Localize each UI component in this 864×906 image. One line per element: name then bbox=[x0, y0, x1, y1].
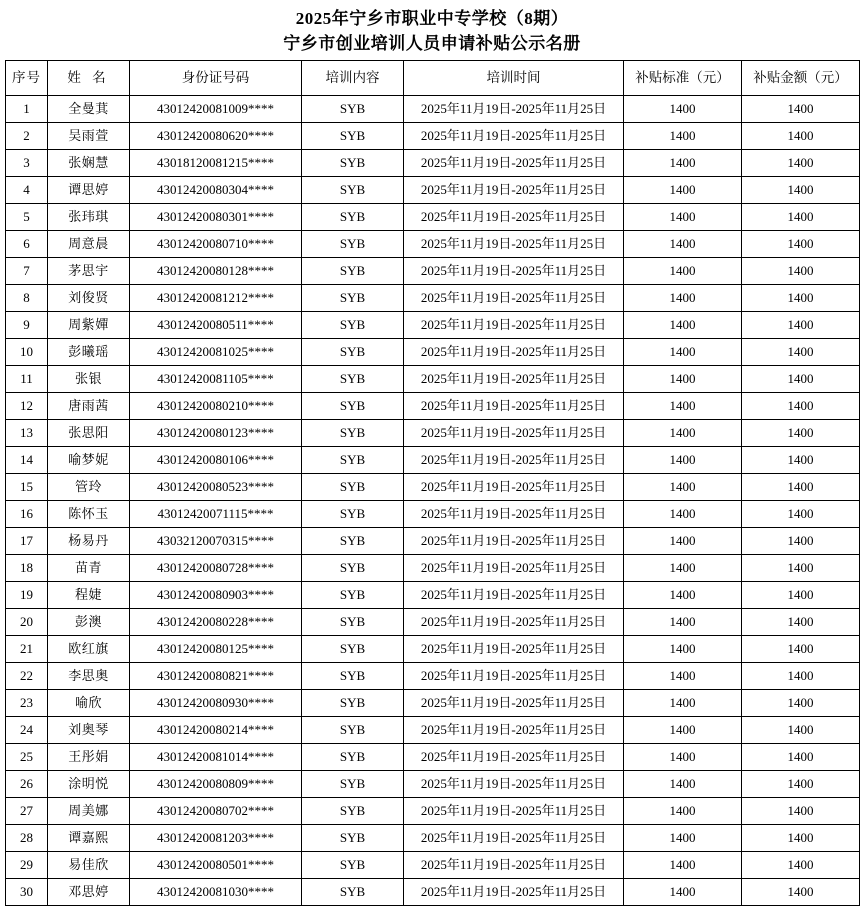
cell-id-number: 43012420080930**** bbox=[130, 690, 302, 717]
cell-id-number: 43032120070315**** bbox=[130, 528, 302, 555]
cell-content: SYB bbox=[302, 204, 404, 231]
cell-content: SYB bbox=[302, 96, 404, 123]
cell-index: 25 bbox=[6, 744, 48, 771]
cell-time: 2025年11月19日-2025年11月25日 bbox=[404, 852, 624, 879]
cell-id-number: 43012420081009**** bbox=[130, 96, 302, 123]
cell-id-number: 43012420081212**** bbox=[130, 285, 302, 312]
cell-name: 杨易丹 bbox=[48, 528, 130, 555]
cell-index: 28 bbox=[6, 825, 48, 852]
cell-name: 谭思婷 bbox=[48, 177, 130, 204]
cell-standard: 1400 bbox=[624, 744, 742, 771]
cell-index: 26 bbox=[6, 771, 48, 798]
cell-standard: 1400 bbox=[624, 798, 742, 825]
cell-amount: 1400 bbox=[742, 258, 860, 285]
table-row bbox=[6, 528, 860, 555]
cell-amount: 1400 bbox=[742, 528, 860, 555]
cell-id-number: 43012420081025**** bbox=[130, 339, 302, 366]
cell-id-number: 43012420080620**** bbox=[130, 123, 302, 150]
cell-name: 刘俊贤 bbox=[48, 285, 130, 312]
table-row bbox=[6, 771, 860, 798]
cell-time: 2025年11月19日-2025年11月25日 bbox=[404, 879, 624, 906]
title-line-2: 宁乡市创业培训人员申请补贴公示名册 bbox=[283, 34, 581, 53]
cell-amount: 1400 bbox=[742, 744, 860, 771]
cell-name: 苗青 bbox=[48, 555, 130, 582]
cell-time: 2025年11月19日-2025年11月25日 bbox=[404, 474, 624, 501]
table-row bbox=[6, 393, 860, 420]
column-header-amount: 补贴金额（元） bbox=[742, 61, 860, 96]
table-row bbox=[6, 285, 860, 312]
cell-name: 彭曦瑶 bbox=[48, 339, 130, 366]
cell-time: 2025年11月19日-2025年11月25日 bbox=[404, 528, 624, 555]
cell-index: 24 bbox=[6, 717, 48, 744]
cell-id-number: 43012420080702**** bbox=[130, 798, 302, 825]
cell-name: 周意晨 bbox=[48, 231, 130, 258]
cell-name: 茅思宇 bbox=[48, 258, 130, 285]
cell-time: 2025年11月19日-2025年11月25日 bbox=[404, 177, 624, 204]
cell-standard: 1400 bbox=[624, 96, 742, 123]
cell-standard: 1400 bbox=[624, 339, 742, 366]
cell-amount: 1400 bbox=[742, 663, 860, 690]
cell-id-number: 43012420080210**** bbox=[130, 393, 302, 420]
cell-content: SYB bbox=[302, 258, 404, 285]
cell-standard: 1400 bbox=[624, 582, 742, 609]
cell-standard: 1400 bbox=[624, 123, 742, 150]
cell-standard: 1400 bbox=[624, 636, 742, 663]
cell-content: SYB bbox=[302, 123, 404, 150]
cell-index: 23 bbox=[6, 690, 48, 717]
table-row bbox=[6, 825, 860, 852]
cell-amount: 1400 bbox=[742, 501, 860, 528]
cell-amount: 1400 bbox=[742, 447, 860, 474]
cell-index: 17 bbox=[6, 528, 48, 555]
cell-id-number: 43012420080523**** bbox=[130, 474, 302, 501]
cell-content: SYB bbox=[302, 231, 404, 258]
cell-time: 2025年11月19日-2025年11月25日 bbox=[404, 636, 624, 663]
title-line-1: 2025年宁乡市职业中专学校（8期） bbox=[295, 9, 569, 28]
cell-amount: 1400 bbox=[742, 582, 860, 609]
cell-time: 2025年11月19日-2025年11月25日 bbox=[404, 312, 624, 339]
cell-standard: 1400 bbox=[624, 501, 742, 528]
cell-amount: 1400 bbox=[742, 852, 860, 879]
cell-amount: 1400 bbox=[742, 474, 860, 501]
cell-id-number: 43012420080301**** bbox=[130, 204, 302, 231]
cell-content: SYB bbox=[302, 690, 404, 717]
cell-time: 2025年11月19日-2025年11月25日 bbox=[404, 393, 624, 420]
cell-amount: 1400 bbox=[742, 636, 860, 663]
cell-standard: 1400 bbox=[624, 177, 742, 204]
cell-time: 2025年11月19日-2025年11月25日 bbox=[404, 204, 624, 231]
cell-id-number: 43012420080214**** bbox=[130, 717, 302, 744]
cell-amount: 1400 bbox=[742, 96, 860, 123]
table-row bbox=[6, 366, 860, 393]
cell-standard: 1400 bbox=[624, 609, 742, 636]
cell-time: 2025年11月19日-2025年11月25日 bbox=[404, 825, 624, 852]
cell-id-number: 43012420080128**** bbox=[130, 258, 302, 285]
cell-content: SYB bbox=[302, 177, 404, 204]
cell-id-number: 43012420080809**** bbox=[130, 771, 302, 798]
cell-standard: 1400 bbox=[624, 204, 742, 231]
cell-standard: 1400 bbox=[624, 231, 742, 258]
cell-amount: 1400 bbox=[742, 798, 860, 825]
table-row bbox=[6, 258, 860, 285]
cell-name: 管玲 bbox=[48, 474, 130, 501]
cell-index: 6 bbox=[6, 231, 48, 258]
cell-standard: 1400 bbox=[624, 690, 742, 717]
cell-content: SYB bbox=[302, 528, 404, 555]
table-row bbox=[6, 501, 860, 528]
cell-name: 程婕 bbox=[48, 582, 130, 609]
cell-index: 1 bbox=[6, 96, 48, 123]
cell-amount: 1400 bbox=[742, 717, 860, 744]
cell-content: SYB bbox=[302, 150, 404, 177]
document-title bbox=[0, 0, 864, 60]
cell-content: SYB bbox=[302, 609, 404, 636]
table-row bbox=[6, 204, 860, 231]
cell-amount: 1400 bbox=[742, 420, 860, 447]
cell-id-number: 43012420080106**** bbox=[130, 447, 302, 474]
table-row bbox=[6, 339, 860, 366]
table-row bbox=[6, 717, 860, 744]
cell-standard: 1400 bbox=[624, 663, 742, 690]
cell-amount: 1400 bbox=[742, 879, 860, 906]
table-row bbox=[6, 447, 860, 474]
cell-content: SYB bbox=[302, 339, 404, 366]
cell-content: SYB bbox=[302, 312, 404, 339]
cell-amount: 1400 bbox=[742, 555, 860, 582]
cell-id-number: 43012420080123**** bbox=[130, 420, 302, 447]
cell-index: 19 bbox=[6, 582, 48, 609]
cell-time: 2025年11月19日-2025年11月25日 bbox=[404, 123, 624, 150]
cell-time: 2025年11月19日-2025年11月25日 bbox=[404, 96, 624, 123]
cell-amount: 1400 bbox=[742, 393, 860, 420]
cell-standard: 1400 bbox=[624, 717, 742, 744]
table-row bbox=[6, 744, 860, 771]
cell-amount: 1400 bbox=[742, 690, 860, 717]
cell-content: SYB bbox=[302, 582, 404, 609]
table-row bbox=[6, 609, 860, 636]
subsidy-roster-table bbox=[5, 60, 860, 906]
cell-id-number: 43012420081203**** bbox=[130, 825, 302, 852]
cell-name: 谭嘉熙 bbox=[48, 825, 130, 852]
table-body bbox=[6, 96, 860, 906]
cell-time: 2025年11月19日-2025年11月25日 bbox=[404, 744, 624, 771]
cell-name: 涂明悦 bbox=[48, 771, 130, 798]
table-row bbox=[6, 555, 860, 582]
cell-amount: 1400 bbox=[742, 150, 860, 177]
cell-id-number: 43012420080125**** bbox=[130, 636, 302, 663]
cell-content: SYB bbox=[302, 393, 404, 420]
cell-id-number: 43012420081105**** bbox=[130, 366, 302, 393]
cell-id-number: 43018120081215**** bbox=[130, 150, 302, 177]
cell-content: SYB bbox=[302, 447, 404, 474]
cell-index: 12 bbox=[6, 393, 48, 420]
cell-standard: 1400 bbox=[624, 366, 742, 393]
table-row bbox=[6, 879, 860, 906]
cell-time: 2025年11月19日-2025年11月25日 bbox=[404, 555, 624, 582]
cell-name: 全曼萁 bbox=[48, 96, 130, 123]
cell-standard: 1400 bbox=[624, 285, 742, 312]
cell-index: 5 bbox=[6, 204, 48, 231]
cell-content: SYB bbox=[302, 852, 404, 879]
cell-content: SYB bbox=[302, 825, 404, 852]
cell-amount: 1400 bbox=[742, 231, 860, 258]
cell-id-number: 43012420080511**** bbox=[130, 312, 302, 339]
cell-content: SYB bbox=[302, 717, 404, 744]
cell-name: 王彤娟 bbox=[48, 744, 130, 771]
cell-index: 29 bbox=[6, 852, 48, 879]
cell-name: 周美娜 bbox=[48, 798, 130, 825]
cell-time: 2025年11月19日-2025年11月25日 bbox=[404, 231, 624, 258]
cell-name: 彭澳 bbox=[48, 609, 130, 636]
cell-id-number: 43012420081030**** bbox=[130, 879, 302, 906]
cell-index: 8 bbox=[6, 285, 48, 312]
cell-index: 9 bbox=[6, 312, 48, 339]
table-row bbox=[6, 150, 860, 177]
cell-content: SYB bbox=[302, 636, 404, 663]
cell-time: 2025年11月19日-2025年11月25日 bbox=[404, 447, 624, 474]
cell-amount: 1400 bbox=[742, 177, 860, 204]
cell-amount: 1400 bbox=[742, 825, 860, 852]
cell-content: SYB bbox=[302, 663, 404, 690]
cell-time: 2025年11月19日-2025年11月25日 bbox=[404, 663, 624, 690]
cell-content: SYB bbox=[302, 744, 404, 771]
column-header-time: 培训时间 bbox=[404, 61, 624, 96]
cell-time: 2025年11月19日-2025年11月25日 bbox=[404, 582, 624, 609]
cell-amount: 1400 bbox=[742, 771, 860, 798]
table-row bbox=[6, 852, 860, 879]
table-row bbox=[6, 636, 860, 663]
cell-index: 30 bbox=[6, 879, 48, 906]
table-row bbox=[6, 96, 860, 123]
cell-index: 20 bbox=[6, 609, 48, 636]
cell-index: 22 bbox=[6, 663, 48, 690]
cell-standard: 1400 bbox=[624, 825, 742, 852]
table-row bbox=[6, 582, 860, 609]
cell-time: 2025年11月19日-2025年11月25日 bbox=[404, 501, 624, 528]
cell-name: 张思阳 bbox=[48, 420, 130, 447]
cell-name: 张娴慧 bbox=[48, 150, 130, 177]
cell-time: 2025年11月19日-2025年11月25日 bbox=[404, 366, 624, 393]
cell-standard: 1400 bbox=[624, 474, 742, 501]
cell-time: 2025年11月19日-2025年11月25日 bbox=[404, 258, 624, 285]
cell-name: 周紫嬋 bbox=[48, 312, 130, 339]
cell-index: 13 bbox=[6, 420, 48, 447]
cell-name: 刘奥琴 bbox=[48, 717, 130, 744]
cell-time: 2025年11月19日-2025年11月25日 bbox=[404, 717, 624, 744]
cell-index: 18 bbox=[6, 555, 48, 582]
cell-time: 2025年11月19日-2025年11月25日 bbox=[404, 420, 624, 447]
table-row bbox=[6, 663, 860, 690]
cell-amount: 1400 bbox=[742, 609, 860, 636]
cell-content: SYB bbox=[302, 555, 404, 582]
cell-time: 2025年11月19日-2025年11月25日 bbox=[404, 339, 624, 366]
cell-name: 欧红旗 bbox=[48, 636, 130, 663]
cell-content: SYB bbox=[302, 366, 404, 393]
cell-index: 21 bbox=[6, 636, 48, 663]
cell-id-number: 43012420080304**** bbox=[130, 177, 302, 204]
cell-index: 16 bbox=[6, 501, 48, 528]
table-row bbox=[6, 177, 860, 204]
cell-standard: 1400 bbox=[624, 555, 742, 582]
cell-time: 2025年11月19日-2025年11月25日 bbox=[404, 609, 624, 636]
cell-index: 3 bbox=[6, 150, 48, 177]
cell-index: 4 bbox=[6, 177, 48, 204]
cell-index: 14 bbox=[6, 447, 48, 474]
cell-name: 吴雨萱 bbox=[48, 123, 130, 150]
cell-amount: 1400 bbox=[742, 339, 860, 366]
cell-name: 易佳欣 bbox=[48, 852, 130, 879]
cell-id-number: 43012420081014**** bbox=[130, 744, 302, 771]
cell-standard: 1400 bbox=[624, 528, 742, 555]
column-header-standard: 补贴标准（元） bbox=[624, 61, 742, 96]
cell-name: 张银 bbox=[48, 366, 130, 393]
table-row bbox=[6, 798, 860, 825]
table-row bbox=[6, 690, 860, 717]
cell-name: 邓思婷 bbox=[48, 879, 130, 906]
cell-standard: 1400 bbox=[624, 312, 742, 339]
table-row bbox=[6, 231, 860, 258]
column-header-index: 序号 bbox=[6, 61, 48, 96]
table-row bbox=[6, 312, 860, 339]
cell-id-number: 43012420080710**** bbox=[130, 231, 302, 258]
table-row bbox=[6, 474, 860, 501]
cell-content: SYB bbox=[302, 420, 404, 447]
cell-standard: 1400 bbox=[624, 447, 742, 474]
cell-content: SYB bbox=[302, 285, 404, 312]
cell-name: 喻欣 bbox=[48, 690, 130, 717]
column-header-id-number: 身份证号码 bbox=[130, 61, 302, 96]
cell-standard: 1400 bbox=[624, 420, 742, 447]
cell-index: 27 bbox=[6, 798, 48, 825]
column-header-name: 姓 名 bbox=[48, 61, 130, 96]
cell-time: 2025年11月19日-2025年11月25日 bbox=[404, 771, 624, 798]
cell-content: SYB bbox=[302, 501, 404, 528]
cell-amount: 1400 bbox=[742, 312, 860, 339]
cell-time: 2025年11月19日-2025年11月25日 bbox=[404, 150, 624, 177]
cell-id-number: 43012420080228**** bbox=[130, 609, 302, 636]
cell-standard: 1400 bbox=[624, 852, 742, 879]
cell-amount: 1400 bbox=[742, 285, 860, 312]
cell-amount: 1400 bbox=[742, 123, 860, 150]
cell-id-number: 43012420080501**** bbox=[130, 852, 302, 879]
cell-standard: 1400 bbox=[624, 393, 742, 420]
cell-amount: 1400 bbox=[742, 366, 860, 393]
cell-amount: 1400 bbox=[742, 204, 860, 231]
cell-name: 陈怀玉 bbox=[48, 501, 130, 528]
cell-id-number: 43012420080821**** bbox=[130, 663, 302, 690]
cell-name: 李思奥 bbox=[48, 663, 130, 690]
cell-content: SYB bbox=[302, 879, 404, 906]
table-row bbox=[6, 123, 860, 150]
cell-standard: 1400 bbox=[624, 879, 742, 906]
cell-index: 11 bbox=[6, 366, 48, 393]
cell-index: 10 bbox=[6, 339, 48, 366]
table-header bbox=[6, 61, 860, 96]
cell-index: 2 bbox=[6, 123, 48, 150]
cell-time: 2025年11月19日-2025年11月25日 bbox=[404, 690, 624, 717]
cell-time: 2025年11月19日-2025年11月25日 bbox=[404, 285, 624, 312]
cell-content: SYB bbox=[302, 771, 404, 798]
cell-id-number: 43012420080903**** bbox=[130, 582, 302, 609]
cell-name: 喻梦妮 bbox=[48, 447, 130, 474]
column-header-content: 培训内容 bbox=[302, 61, 404, 96]
cell-name: 唐雨茜 bbox=[48, 393, 130, 420]
table-row bbox=[6, 420, 860, 447]
cell-content: SYB bbox=[302, 798, 404, 825]
cell-index: 7 bbox=[6, 258, 48, 285]
cell-content: SYB bbox=[302, 474, 404, 501]
cell-name: 张玮琪 bbox=[48, 204, 130, 231]
cell-standard: 1400 bbox=[624, 258, 742, 285]
cell-id-number: 43012420071115**** bbox=[130, 501, 302, 528]
cell-time: 2025年11月19日-2025年11月25日 bbox=[404, 798, 624, 825]
cell-standard: 1400 bbox=[624, 150, 742, 177]
cell-id-number: 43012420080728**** bbox=[130, 555, 302, 582]
cell-standard: 1400 bbox=[624, 771, 742, 798]
cell-index: 15 bbox=[6, 474, 48, 501]
table-header-row bbox=[6, 61, 860, 96]
